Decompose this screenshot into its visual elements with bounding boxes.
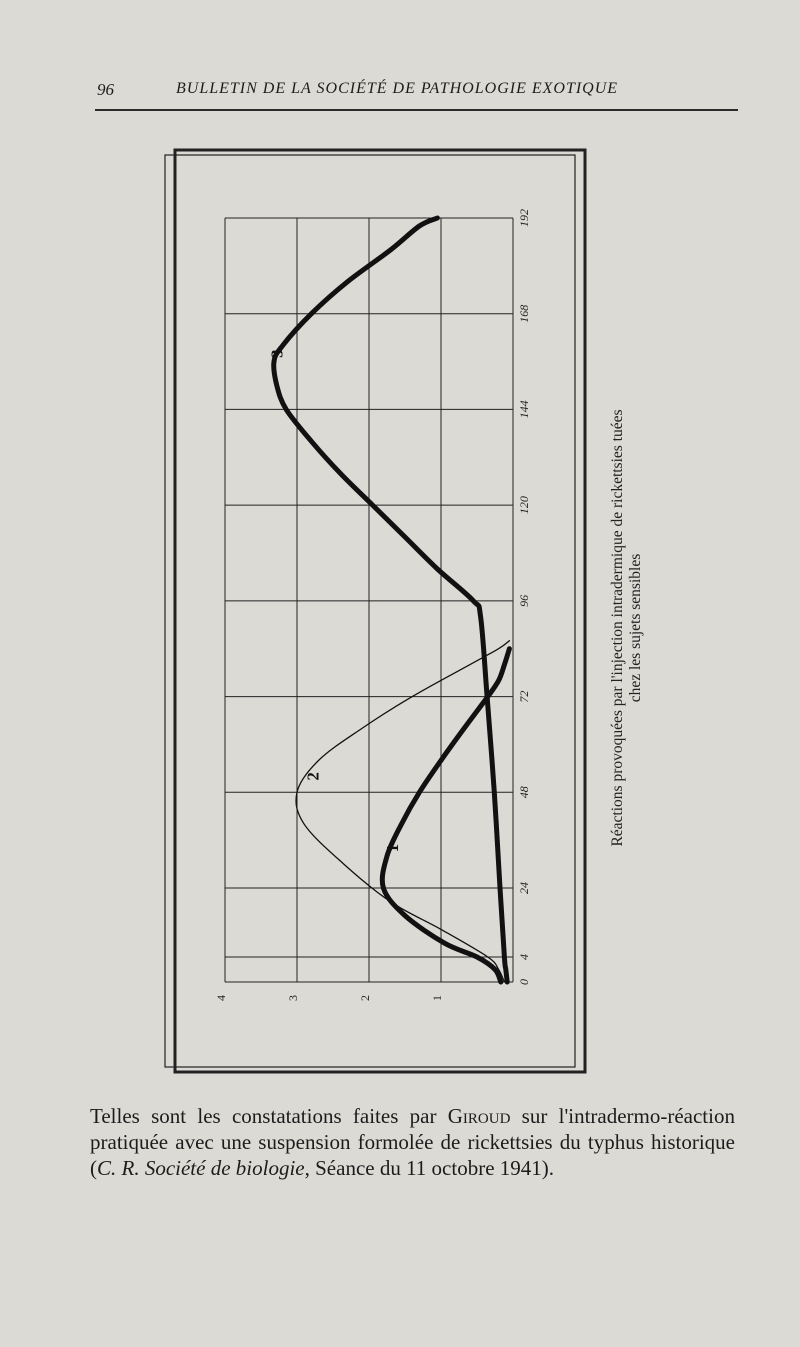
x-tick-label: 48 [517, 786, 531, 799]
caption-author: Giroud [447, 1104, 511, 1128]
outer-frame [175, 150, 585, 1072]
x-tick-label: 0 [517, 979, 531, 985]
x-tick-label: 72 [517, 690, 531, 703]
caption [90, 1103, 735, 1181]
y-tick-label: 1 [430, 995, 444, 1001]
x-tick-label: 120 [517, 496, 531, 515]
caption-text-3: , Séance du 11 octobre 1941). [304, 1156, 555, 1180]
page-number: 96 [97, 80, 114, 99]
y-tick-label: 4 [214, 995, 228, 1001]
x-tick-label: 96 [517, 594, 531, 607]
y-tick-label: 2 [358, 995, 372, 1001]
x-tick-label: 144 [517, 400, 531, 419]
series-3-line [274, 218, 507, 982]
series-2-line [296, 641, 509, 982]
x-tick-label: 24 [517, 882, 531, 894]
x-tick-label: 168 [517, 304, 531, 323]
x-tick-label: 192 [517, 209, 531, 227]
chart-title-line2: chez les sujets sensibles [627, 553, 644, 703]
x-tick-label: 4 [517, 954, 531, 960]
caption-text-2: sur l'intradermo-réaction pratiquée avec une suspension formolée de rickettsies du typhus historique ( [90, 1104, 735, 1180]
caption-text-1: Telles sont les constatations faites par [90, 1104, 448, 1128]
series-3-label: 3 [267, 349, 287, 358]
caption-source: C. R. Société de biologie [97, 1156, 305, 1180]
y-tick-label: 3 [286, 995, 300, 1001]
series-1-label: 1 [382, 843, 402, 853]
series-2-label: 2 [303, 772, 323, 781]
running-title: BULLETIN DE LA SOCIÉTÉ DE PATHOLOGIE EXOTIQUE [176, 80, 619, 97]
chart-title-line1: Réactions provoquées par l'injection intradermique de rickettsies tuées [609, 409, 626, 847]
